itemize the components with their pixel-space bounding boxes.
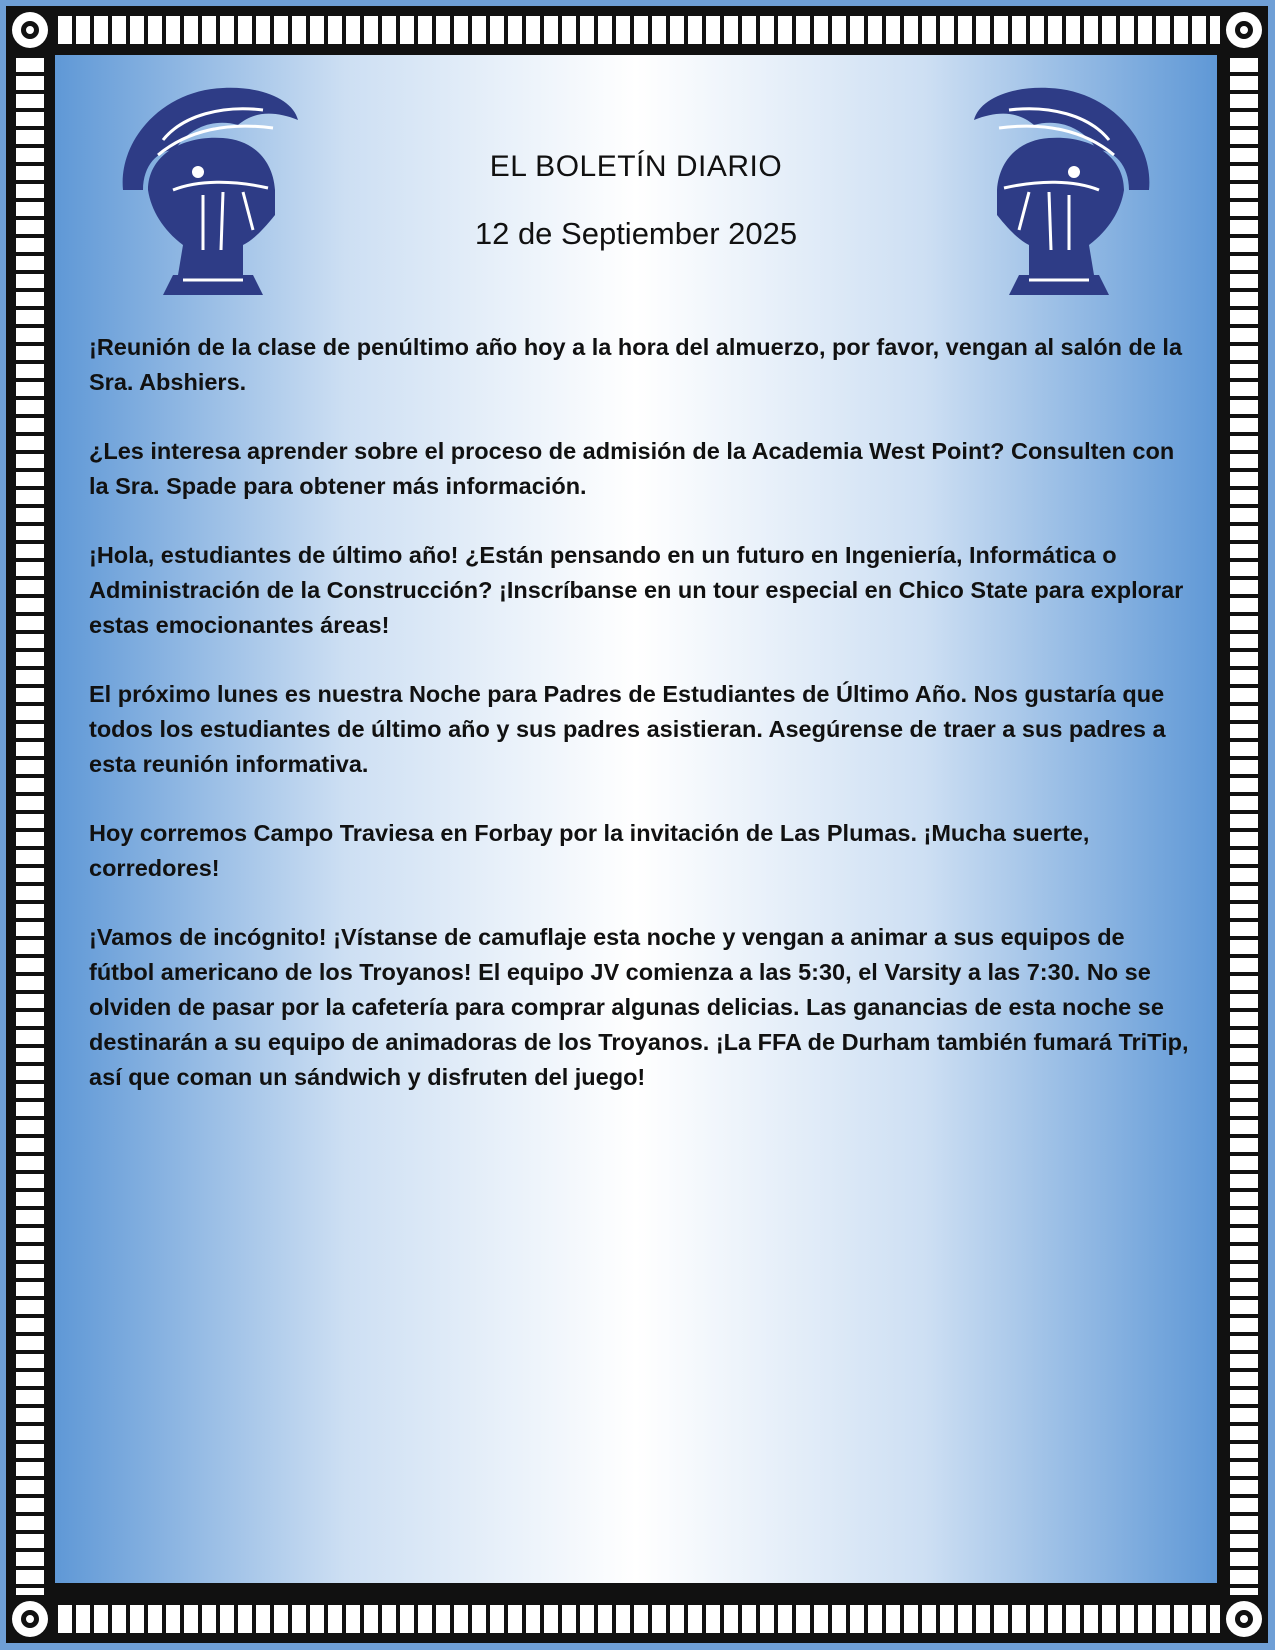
corner-ornament-icon [12,1601,48,1637]
newsletter-title: EL BOLETÍN DIARIO [489,150,783,183]
announcement-item: ¡Hola, estudiantes de último año! ¿Están pensando en un futuro en Ingeniería, Informática o Administración de la Construcción? ¡Inscríbanse en un tour especial en Chico State para explorar estas emocionantes áreas! [89,542,1184,638]
newsletter-date: 12 de Septiember 2025 [474,216,798,251]
announcement-item: ¿Les interesa aprender sobre el proceso de admisión de la Academia West Point? Consulten con la Sra. Spade para obtener más información. [89,438,1175,499]
corner-ornament-icon [1226,12,1262,48]
announcement-item: ¡Vamos de incógnito! ¡Vístanse de camuflaje esta noche y vengan a animar a sus equipos de fútbol americano de los Troyanos! El equipo JV comienza a las 5:30, el Varsity a las 7:30. No se olviden de pasar por la cafetería para comprar algunas delicias. Las ganancias de esta noche se destinarán a su equipo de animadoras de los Troyanos. ¡La FFA de Durham también fumará TriTip, así que coman un sándwich y disfruten del juego! [89,924,1189,1090]
greek-key-border-bottom [54,1605,1220,1633]
greek-key-border-top [54,16,1220,44]
newsletter-header [55,55,1217,315]
trojan-helmet-icon [969,80,1169,300]
announcement-item: El próximo lunes es nuestra Noche para Padres de Estudiantes de Último Año. Nos gustaría que todos los estudiantes de último año y sus padres asistieran. Asegúrense de traer a sus padres a esta reunión informativa. [89,681,1166,777]
trojan-helmet-icon [103,80,303,300]
greek-key-border-right [1230,54,1258,1595]
announcements-list [89,330,1189,1129]
announcement-item: Hoy corremos Campo Traviesa en Forbay por la invitación de Las Plumas. ¡Mucha suerte, corredores! [89,820,1090,881]
corner-ornament-icon [12,12,48,48]
newsletter-page [55,55,1217,1583]
announcement-item: ¡Reunión de la clase de penúltimo año hoy a la hora del almuerzo, por favor, vengan al salón de la Sra. Abshiers. [89,334,1183,395]
greek-key-border-left [16,54,44,1595]
corner-ornament-icon [1226,1601,1262,1637]
